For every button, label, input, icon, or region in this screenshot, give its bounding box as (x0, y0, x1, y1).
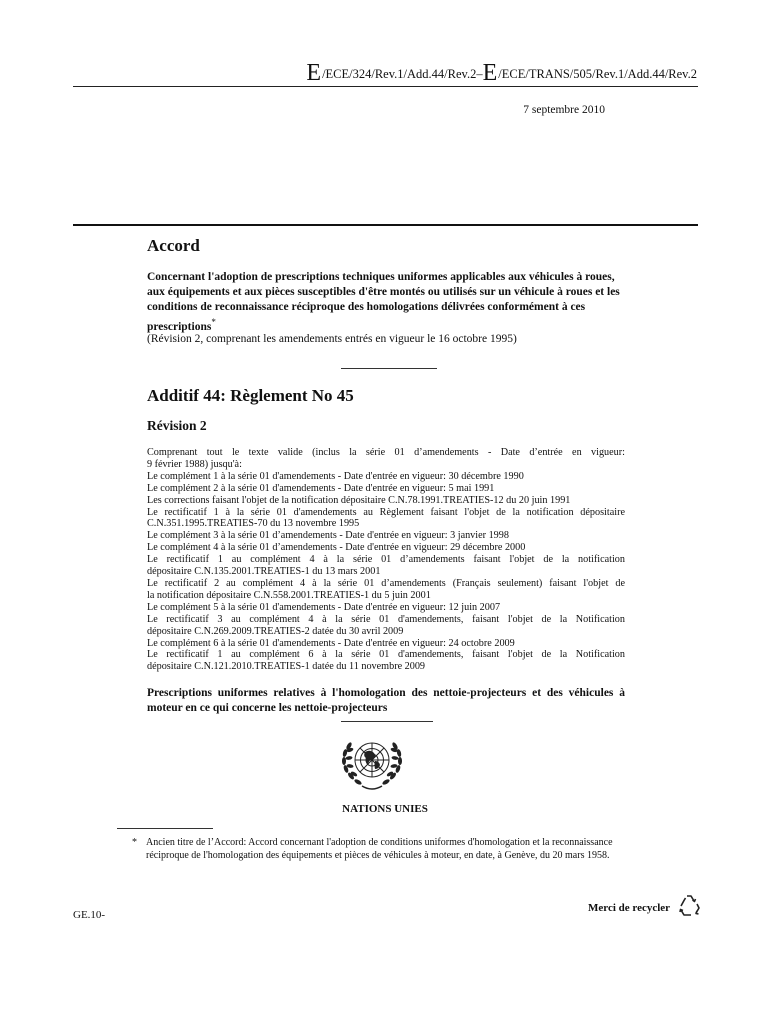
amendment-line: Le complément 5 à la série 01 d'amendements - Date d'entrée en vigueur: 12 juin 2007 (147, 601, 501, 613)
nations-unies-label: NATIONS UNIES (342, 803, 428, 815)
accord-subtitle-text: Concernant l'adoption de prescriptions techniques uniformes applicables aux véhicules à roues, aux équipements et aux pièces susceptibles d'être montés ou utilisés sur un véhicule à roues et les conditions de reconnaissance réciproque des homologations délivrées conformément à ces prescriptions (147, 271, 620, 333)
section-rule (73, 224, 698, 226)
footnote-mark: * (132, 837, 137, 848)
footnote-rule (117, 828, 213, 829)
header-rule (73, 86, 698, 87)
separator-rule (341, 721, 433, 722)
footnote-mark-ref: * (211, 317, 216, 327)
symbol-2-letter: E (482, 60, 498, 86)
accord-subtitle (147, 270, 625, 335)
separator-rule (341, 368, 437, 369)
amendment-line: Le complément 6 à la série 01 d'amendements - Date d'entrée en vigueur: 24 octobre 2009 (147, 637, 515, 649)
amendment-line: Le complément 3 à la série 01 d’amendements - Date d'entrée en vigueur: 3 janvier 1998 (147, 530, 509, 542)
amendment-line: dépositaire C.N.269.2009.TREATIES-2 datée du 30 avril 2009 (147, 625, 404, 637)
revision-title: Révision 2 (147, 418, 207, 433)
amendment-line: Le rectificatif 1 à la série 01 d'amendements au Règlement faisant l'objet de la notification dépositaire (147, 506, 625, 518)
un-emblem-icon (332, 728, 412, 798)
symbol-separator: – (476, 67, 483, 81)
amendment-line: Le rectificatif 1 au complément 4 à la série 01 d’amendements faisant l'objet de la notification (147, 554, 625, 566)
amendment-line: Le rectificatif 3 au complément 4 à la série 01 d'amendements, faisant l'objet de la Notification (147, 613, 625, 625)
additif-title: Additif 44: Règlement No 45 (147, 386, 354, 405)
amendment-line: la notification dépositaire C.N.558.2001.TREATIES-1 du 5 juin 2001 (147, 589, 431, 601)
amendment-line: Le rectificatif 1 au complément 6 à la série 01 d'amendements, faisant l'objet de la Notification (147, 649, 625, 661)
amendments-list (147, 447, 625, 673)
amendment-line: Comprenant tout le texte valide (inclus la série 01 d’amendements - Date d’entrée en vigueur: (147, 447, 625, 458)
footnote-text: Ancien titre de l’Accord: Accord concernant l'adoption de conditions uniformes d'homologation et la reconnaissance réciproque de l'homologation des équipements et pièces de véhicules à moteur, en date, à Genève, du 20 mars 1958. (146, 837, 613, 861)
footnote (134, 837, 618, 862)
amendment-line: Le rectificatif 2 au complément 4 à la série 01 d’amendements (Français seulement) faisant l'objet de (147, 577, 625, 589)
amendment-line: Le complément 2 à la série 01 d'amendements - Date d'entrée en vigueur: 5 mai 1991 (147, 482, 495, 494)
amendment-line: dépositaire C.N.121.2010.TREATIES-1 datée du 11 novembre 2009 (147, 661, 426, 673)
document-symbol (306, 60, 697, 87)
document-date: 7 septembre 2010 (523, 104, 605, 116)
symbol-1-rest: /ECE/324/Rev.1/Add.44/Rev.2 (322, 67, 477, 81)
amendment-line: Le complément 4 à la série 01 d’amendements - Date d'entrée en vigueur: 29 décembre 2000 (147, 542, 526, 554)
amendment-line: 9 février 1988) jusqu'à: (147, 458, 242, 470)
amendment-line: C.N.351.1995.TREATIES-70 du 13 novembre 1995 (147, 518, 360, 530)
revision-note: (Révision 2, comprenant les amendements entrés en vigueur le 16 octobre 1995) (147, 333, 517, 345)
ge-number: GE.10- (73, 909, 106, 921)
amendment-line: Les corrections faisant l'objet de la notification dépositaire C.N.78.1991.TREATIES-12 du 20 juin 1991 (147, 494, 571, 506)
recycle-icon (676, 893, 702, 919)
prescriptions-title: Prescriptions uniformes relatives à l'homologation des nettoie-projecteurs et des véhicules à moteur en ce qui concerne les nettoie-projecteurs (147, 687, 625, 714)
amendment-line: dépositaire C.N.135.2001.TREATIES-1 du 13 mars 2001 (147, 566, 381, 578)
amendment-line: Le complément 1 à la série 01 d'amendements - Date d'entrée en vigueur: 30 décembre 1990 (147, 470, 524, 482)
recycle-text: Merci de recycler (588, 902, 671, 914)
accord-title: Accord (147, 236, 200, 255)
symbol-2-rest: /ECE/TRANS/505/Rev.1/Add.44/Rev.2 (498, 67, 697, 81)
symbol-1-letter: E (306, 60, 322, 86)
